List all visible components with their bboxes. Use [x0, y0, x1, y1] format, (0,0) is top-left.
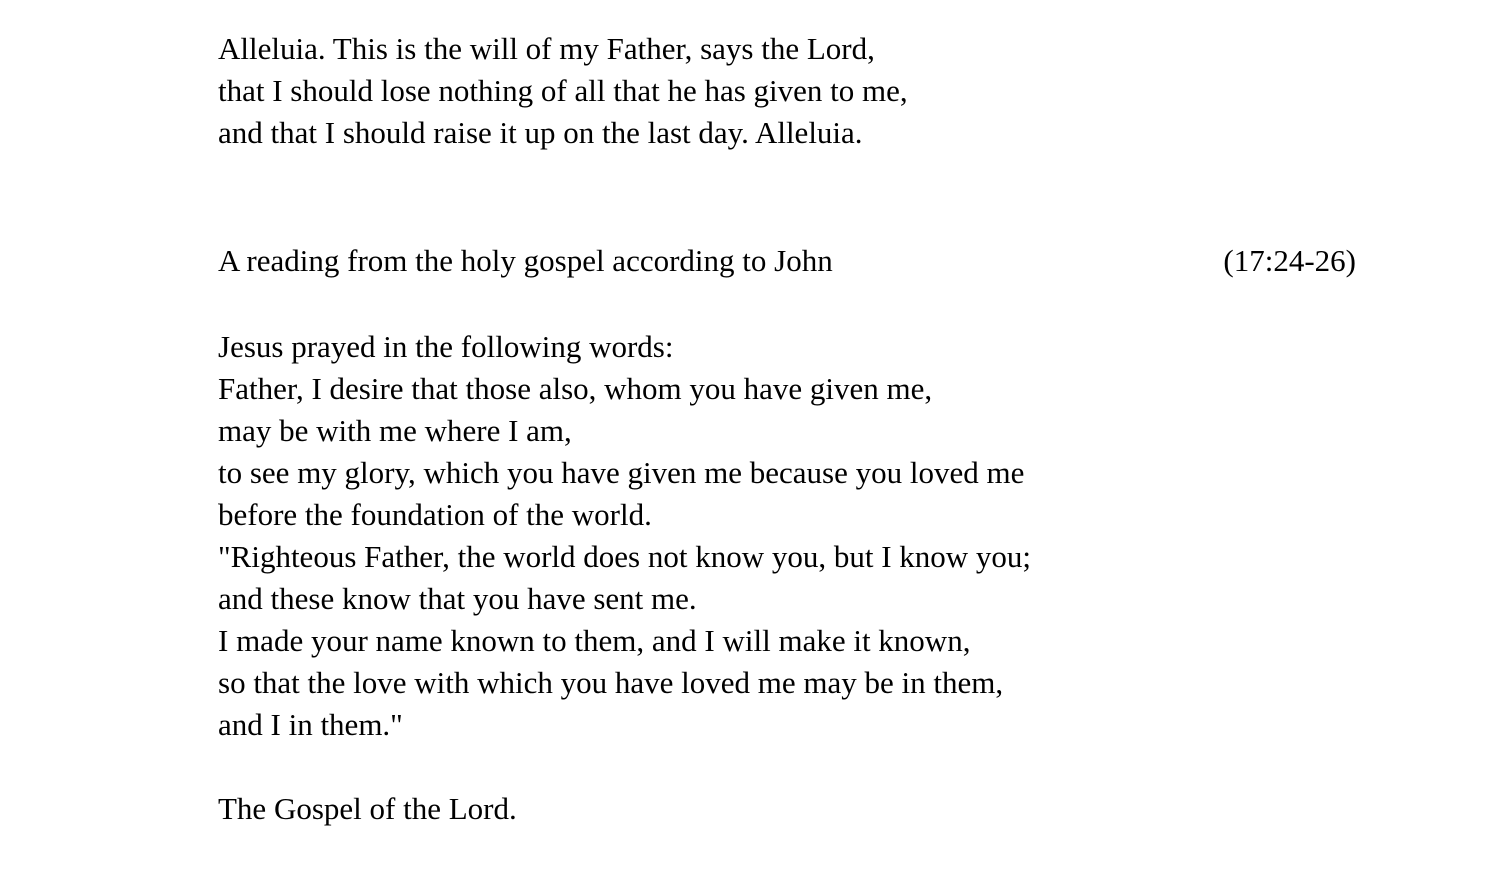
gospel-body-line: and I in them."	[218, 707, 403, 742]
gospel-body-line: I made your name known to them, and I will make it known,	[218, 623, 971, 658]
gospel-body-line: Jesus prayed in the following words:	[218, 329, 674, 364]
gospel-body-line: to see my glory, which you have given me because you loved me	[218, 455, 1025, 490]
alleluia-verse-block	[218, 28, 1378, 154]
gospel-body-line: before the foundation of the world.	[218, 497, 652, 532]
gospel-heading-title: A reading from the holy gospel according to John	[218, 243, 833, 278]
alleluia-verse-line: that I should lose nothing of all that he has given to me,	[218, 73, 908, 108]
section-spacer	[218, 154, 1378, 240]
section-spacer	[218, 746, 1378, 788]
section-spacer	[218, 282, 1378, 326]
gospel-heading-reference: (17:24-26)	[1223, 243, 1356, 278]
gospel-body-line: may be with me where I am,	[218, 413, 572, 448]
gospel-body-line: Father, I desire that those also, whom you have given me,	[218, 371, 933, 406]
closing-block	[218, 788, 1378, 830]
closing-line: The Gospel of the Lord.	[218, 791, 517, 826]
gospel-heading	[218, 240, 1356, 282]
gospel-body-line: and these know that you have sent me.	[218, 581, 697, 616]
gospel-body-line: "Righteous Father, the world does not know you, but I know you;	[218, 539, 1032, 574]
gospel-body-line: so that the love with which you have loved me may be in them,	[218, 665, 1004, 700]
gospel-body-block	[218, 326, 1378, 746]
document-content	[218, 28, 1378, 830]
alleluia-verse-line: Alleluia. This is the will of my Father, says the Lord,	[218, 31, 875, 66]
alleluia-verse-line: and that I should raise it up on the last day. Alleluia.	[218, 115, 863, 150]
